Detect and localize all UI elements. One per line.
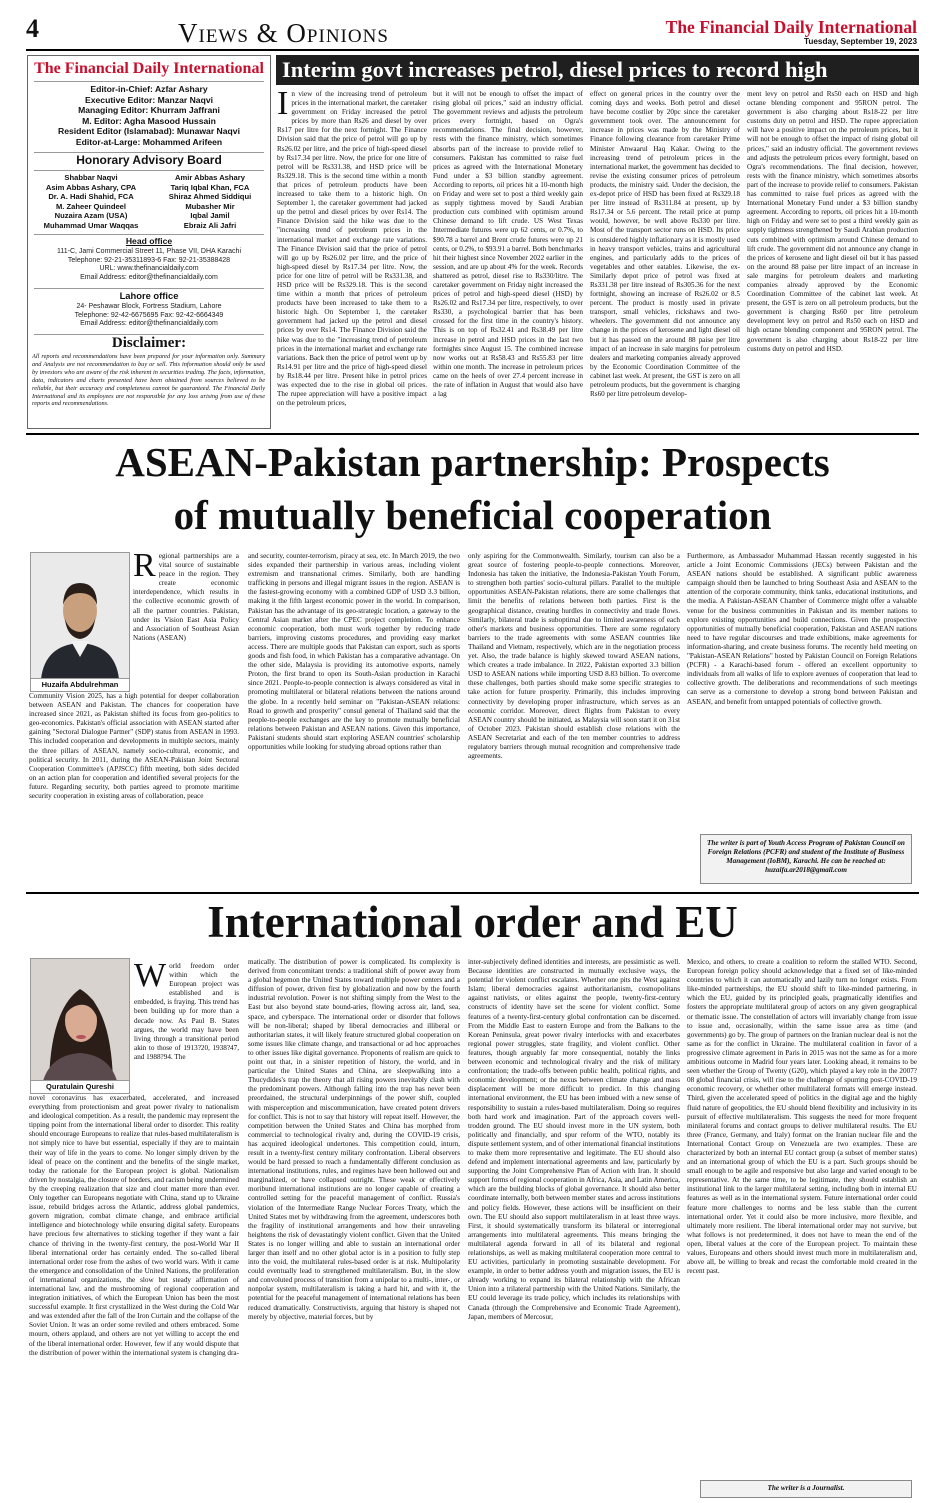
author-photo-quratulain bbox=[30, 958, 130, 1094]
author-caption-huzaifa: Huzaifa Abdulrehman bbox=[31, 678, 129, 691]
article2-col4 bbox=[687, 552, 917, 830]
staff-m-editor: M. Editor: Agha Masood Hussain bbox=[82, 115, 216, 126]
article1-headline: Interim govt increases petrol, diesel prices to record high bbox=[282, 57, 828, 82]
advisor: Asim Abbas Ashary, CPA bbox=[45, 182, 137, 192]
author-photo-huzaifa bbox=[30, 552, 130, 692]
article2-col1-top bbox=[133, 552, 239, 690]
header-date: Tuesday, September 19, 2023 bbox=[803, 37, 917, 46]
masthead-title: The Financial Daily International bbox=[34, 60, 264, 77]
article2-col4-text: Furthermore, as Ambassador Muhammad Hassan recently suggested in his article a Joint Economic Commissions (JECs) between Pakistan and the ASEAN nations should be established. A significant public awareness campaign should then be launched to bring Southeast Asia and ASEAN to the attention of the corporate community, think tanks, educational institutions, and the media. A Pakistan-ASEAN Chamber of Commerce might offer a valuable venue for the business communities in Pakistan and its member nations to explore existing opportunities and build connections. Given the prospective opportunities of mutually beneficial cooperation, Pakistan and ASEAN nations need to have regular discourses and trade exhibitions, make agreements for information-sharing, and create business forums. The recently held meeting on "Pakistan-ASEAN Relations" hosted by Pakistan Council on Foreign Relations (PCFR) - a Karachi-based forum - offered an excellent opportunity to individuals from all walks of life to explore avenues of cooperation that lead to collective growth. The deliberations and recommendations of such meetings can serve as a cornerstone to develop a strong bond between Pakistan and ASEAN, and benefit from untapped potentials of collective growth. bbox=[687, 552, 917, 706]
lahore-rule bbox=[34, 288, 264, 289]
article1-dropcap: I bbox=[277, 90, 289, 122]
article2-headline-line2: of mutually beneficial cooperation bbox=[173, 492, 772, 538]
article3-col3-text: inter-subjectively defined identities and interests, are pessimistic as well. Because identities are constructed in mutually exclusive ways, the potential for violent conflict escalates. Whether one pits the West against Islam; liberal democracies against authoritarianism, cosmopolitans against nativists, or elites against the people, twenty-first-century constructs of identity have set the scene for violent conflict. Some features of a twenty-first-century global confrontation can be discerned. From the Middle East to eastern Europe and from the Balkans to the Korean Peninsula, great power rivalry interlocks with and exacerbates regional power struggles, state fragility, and violent conflict. Other features, though arguably far more consequential, notably the links between economic and technological rivalry and the risk of military confrontation; the trade-offs between public health, political rights, and economic development; or the nexus between climate change and mass displacement will be more difficult to predict. In this changing international environment, the EU has been imbued with a new sense of responsibility to sustain a rules-based multilateralism. Doing so requires both hard work and imagination. Part of the approach covers well-trodden ground. The EU should invest more in the UN system, both politically and financially, and spur reform of the WTO, notably its dispute settlement system, and of other international financial institutions to make them more representative and legitimate. The EU should also defend and implement international agreements and law, particularly by supporting the Joint Comprehensive Plan of Action with Iran. It should support forms of regional cooperation in Africa, Asia, and Latin America, which are the building blocks of global governance. It should also better coordinate internally, both between member states and across institutions and policy fields. However, these actions will be insufficient on their own. The EU should also support multilateralism in at least three ways. First, it should systematically transform its bilateral or interregional arrangements into multilateral agreements. This means bringing the multilateral agenda forward in all of its bilateral and regional relationships, as well as making multilateral cooperation more central to EU activities, particularly in promoting sustainable development. For example, in order to better address youth and migration issues, the EU is already working to expand its bilateral relationship with the African Union into a trilateral partnership with the United Nations. Similarly, the EU could leverage its trade policy, which includes its relationships with Canada (through the Comprehensive and Economic Trade Agreement), Japan, members of Mercosur, bbox=[468, 958, 680, 1321]
article1-bottom-rule bbox=[26, 433, 919, 435]
article1-col2-text: but it will not be enough to offset the impact of rising global oil prices," said an industry official. The government reviews and adjusts the petroleum prices every fortnight, based on Ogra's recommendations. The final decision, however, rests with the finance ministry, which sometimes absorbs part of the increase to provide relief to consumers. Pakistan has committed to raise fuel prices as agreed with the International Monetary Fund under a $3 billion standby agreement. According to reports, oil prices hit a 10-month high on Friday and were set to post a third weekly gain as supply tightness moved by Saudi Arabian production cuts combined with optimism around Chinese demand to lift crude. US West Texas Intermediate futures were up 62 cents, or 0.7%, to $90.78 a barrel and Brent crude futures were up 21 cents, or 0.2%, to $93.91 a barrel. Both benchmarks hit their highest since November 2022 earlier in the session, and are up about 4% for the week. Records shattered as petrol, diesel rise to Rs330/litre. The caretaker government on Friday night increased the prices of petrol and high-speed diesel (HSD) by Rs26.02 and Rs17.34 per litre, respectively, to over Rs330, a psychological barrier that has been crossed for the first time in the country's history. This is on top of Rs32.41 and Rs38.49 per litre increase in petrol and HSD prices in the last two fortnights since August 15. The combined increase now works out at Rs58.43 and Rs55.83 per litre within one month. The increase in petroleum prices came on the heels of over 27.4 percent increase in the rate of inflation in August that would also have a lag bbox=[433, 90, 583, 399]
article2-col3-text: only aspiring for the Commonwealth. Similarly, tourism can also be a great source of fostering people-to-people connections. Moreover, Indonesia has taken the initiative, the Indonesia-Pakistan Youth Forum, to strengthen both parties' socio-cultural pillars. Parallel to the multiple opportunities ASEAN-Pakistan relations, there are some challenges that limit the benefits of relations between both parties. First is the geographical distance, creating hurdles in connectivity and trade flows. Similarly, bilateral trade is suboptimal due to limited awareness of each other's markets and business opportunities. There are some regulatory barriers to the trade agreements with some ASEAN countries like Thailand and Vietnam, respectively, which are in the negotiation process yet. Also, the trade balance is highly skewed toward ASEAN nations, which creates a trade imbalance. In 2022, Pakistan exported 3.3 billion USD to ASEAN nations while importing USD 8.83 billion. To overcome these challenges, both parties should make some specific strategies to take action for future prosperity. Primarily, this includes improving connectivity by developing proper infrastructure, which serves as an economic corridor. Moreover, direct flights from Pakistan to every ASEAN country should be initiated, as Malaysia will soon start it on 31st of October 2023. Pakistan should establish close relations with the ASEAN Secretariat and each of the ten member countries to address regulatory barriers through mutual recognition and comprehensive trade agreements. bbox=[468, 552, 680, 761]
email-line: Email Address: editor@thefinancialdaily.com bbox=[80, 273, 218, 281]
head-office-label: Head office bbox=[125, 236, 173, 246]
article3-col2-text: matically. The distribution of power is complicated. Its complexity is derived from concomitant trends: a traditional shift of power away from a global hegemon the United States toward multiple power centers and a diffusion of power, driven first by globalization and now by the fourth industrial revolution. Power is not shifting simply from the West to the East but also beyond state bound-aries, flowing across air, land, sea, space, and cyberspace. The international order or disorder that follows will be non-liberal; shaped by liberal democracies and illiberal or authoritarian states, it will likely feature structured global cooperation on some issues like climate change, and transactional or ad hoc approaches to other issues like digital governance. Proponents of realism are quick to point out that, in a sinister repetition of history, the world, and in particular the United States and China, are sleepwalking into a Thucydides's trap the theory that all rising powers inevitably clash with the predominant powers. Although falling into the trap has never been preordained, the structural underpinnings of the power shift, coupled with misperception and miscommunication, have created potent drivers for conflict. This is not to say that history will repeat itself. However, the competition between the United States and China has morphed from commercial to technological rivalry and, during the COVID-19 crisis, has acquired ideological undertones. This competition could, inturn, result in a twenty-first century military confrontation. Liberal observers would be hard pressed to reach a fundamentally different conclusion as international institutions, rules, and regimes have been hollowed out and marginalized, or have collapsed outright. These weak or effectively moribund international institutions are no longer capable of creating a controlled setting for the peaceful management of conflict. Russia's violation of the Intermediate Range Nuclear Forces Treaty, which the United States met by withdrawing from the agreement, underscores both the fragility of institutional arrangements and how their unraveling heightens the risk of devastatingly violent conflict. Given that the United States is no longer willing and able to sustain an international order larger than itself and no other global actor is in a position to fully step into the void, the multilateral rules-based order is at risk. Multipolarity could eventually lead to strengthened multilateralism. But, in the slow and convoluted process of transition from a unipolar to a multi-, inter-, or nonpolar system, multilateralism is taking a hard hit, and with it, the potential for the peaceful management of international relations has been reduced dramatically. Constructivists, arguing that history is shaped not merely by objective, material forces, but by bbox=[248, 958, 460, 1321]
article3-col4 bbox=[687, 958, 917, 1476]
head-office-address bbox=[32, 248, 266, 282]
staff-managing-editor: Managing Editor: Khurram Jaffrani bbox=[78, 105, 220, 116]
article3-col3 bbox=[468, 958, 680, 1494]
staff-editor-at-large: Editor-at-Large: Mohammed Arifeen bbox=[75, 136, 223, 147]
article3-dropcap: W bbox=[134, 962, 167, 994]
article2-headline-line1: ASEAN-Pakistan partnership: Prospects bbox=[115, 439, 830, 485]
advisor: Tariq Iqbal Khan, FCA bbox=[170, 182, 250, 192]
article2-col2 bbox=[248, 552, 460, 888]
advisor: Mubasher Mir bbox=[185, 201, 235, 211]
email-line: Email Address: editor@thefinancialdaily.com bbox=[80, 320, 218, 328]
advisory-heading: Honorary Advisory Board bbox=[76, 153, 222, 167]
masthead-staff bbox=[32, 84, 266, 148]
article3-col1-text: novel coronavirus has exacerbated, accelerated, and increased everything from protectionism and great power rivalry to nationalism and ideological competition. As a result, the pandemic may represent the tipping point from the international liberal order to disorder. This reality should encourage Europeans to realize that rules-based multilateralism is not simply nice to have but essential, especially if they are to maintain their way of life in the years to come. No longer simply driven by the ideal of peace on the continent and the benefits of the single market, today the rationale for the European project is global. Nationalism driven by nostalgia, the closure of borders, and racism being undermined by the creeping realization that size and clout matter more than ever. Only together can Europeans negotiate with China, stand up to Ukraine issue, rebuild bridges across the Atlantic, address global pandemics, govern migration, combat climate change, and embrace artificial intelligence and biotechnology while ensuring digital safety. Europeans have precious few alternatives to sticking together if they want a fair chance of thriving in the twenty-first century, the post-World War II liberal international order has certainly ended. The so-called liberal international order rose from the ashes of two world wars. With it came the emergence and consolidation of the United Nations, the proliferation of international organizations, the slow but steady affirmation of international law, and the mushrooming of regional cooperation and integration initiatives, of which the European Union has been the most successful example. It first crystallized in the West during the Cold War and was extended after the fall of the Iron Curtain and the collapse of the Soviet Union. It was an order some reviled and others embraced. Some mourn, others applaud, and others are not yet willing to accept the end of the liberal international order. However, few if any would dispute that the distribution of power within the international system is changing dra- bbox=[29, 1094, 239, 1357]
header-paper-name: The Financial Daily International bbox=[665, 17, 917, 37]
advisory-rule-bottom bbox=[34, 170, 264, 171]
article2-author-note: The writer is part of Youth Access Program of Pakistan Council on Foreign Relations (PCFR) and student of the Institute of Business Management (IoBM), Karachi. He can be reached at: huzaifa.ar2018@gmail.com bbox=[700, 834, 912, 884]
article1-col4 bbox=[747, 90, 918, 427]
portrait-image bbox=[31, 553, 129, 679]
address-line: 111-C, Jami Commercial Street 11, Phase VII, DHA Karachi bbox=[56, 248, 241, 255]
article3-col1-top bbox=[134, 962, 239, 1092]
advisor: Dr. A. Hadi Shahid, FCA bbox=[48, 192, 134, 202]
advisor: Shabbar Naqvi bbox=[64, 173, 118, 182]
disclaimer-text: All reports and recommendations have been prepared for your information only. Summary and Analysis are not recommendation to buy or sell. This information should only be used by investors who are aware of the risk inherent in securities trading. The facts, information, data, indicators and charts presented have been obtained from sources believed to be reliable, but their accuracy and completeness cannot be guaranteed. The Financial Daily International and its employees are not responsible for any loss arising from use of these reports and recommendations. bbox=[32, 353, 265, 408]
advisory-left bbox=[30, 173, 152, 231]
article3-col4-text: Mexico, and others, to create a coalition to reform the stalled WTO. Second, European foreign policy should acknowledge that a fixed set of like-minded countries to which it can automatically and lazily turn no longer exists. From like-minded partnerships, the EU should shift to like-minded partnering, in which the EU, guided by its principled goals, pragmatically identifies and fosters the appropriate multilateral group of actors on any given geographical or thematic issue. The constellation of actors will invariably change from issue to issue and, occasionally, within the same issue area as time (and governments) go by. The group of partners on the Iranian nuclear deal is not the same as for the conflict in Ukraine. The multilateral coalition in favor of a progressive climate agreement in Paris in 2015 was not the same as for a more ambitious outcome in Madrid four years later. Looking ahead, it remains to be seen whether the Group of Twenty (G20), which played a key role in the 2007?08 global financial crisis, will rise to the challenge of spurring post-COVID-19 economic recovery, or whether other multilateral formats will emerge instead. Third, given the accelerated speed of politics in the digital age and the highly fluid nature of geopolitics, the EU should blend flexibility and inclusivity in its pursuit of effective multilateralism. This suggests the need for more frequent minilateral forums and contact groups to deliver multilateral results. The EU three (France, Germany, and Italy) format on the Iranian nuclear file and the International Contact Group on Venezuela are two examples. These are characterized by both an internal EU contact group (a subset of member states) and an international group of which the EU is a part. Such groups should be small enough to be agile and responsive but also large and varied enough to be representative. At the same time, to be legitimate, they should establish an institutional link to the larger multilateral setting, including both in internal EU features as well as in the international system. Future international order could feature more challenges to norms and be less stable than the current international order. Yet it could also be more inclusive, more flexible, and ultimately more resilient. The liberal international order may not survive, but what follows is not predetermined, it does not have to mean the end of the open, liberal values at the core of the European project. To maintain these values, Europeans and others should invest much more in multilateralism and, above all, be willing to break and recast the comfortable mold created in the recent past. bbox=[687, 958, 917, 1276]
article1-col3 bbox=[590, 90, 740, 427]
lahore-office-address bbox=[32, 303, 266, 329]
phone-line: Telephone: 92-21-35311893-6 Fax: 92-21-35388428 bbox=[67, 256, 231, 264]
article3-author-note: The writer is a Journalist. bbox=[700, 1480, 912, 1498]
url-line: URL: www.thefinancialdaily.com bbox=[99, 265, 199, 273]
article1-col2 bbox=[433, 90, 583, 427]
staff-executive-editor: Executive Editor: Manzar Naqvi bbox=[85, 94, 213, 105]
address-line: 24- Peshawar Block, Fortress Stadium, Lahore bbox=[76, 303, 222, 310]
article3-headline: International order and EU bbox=[207, 897, 738, 947]
advisor: M. Zaheer Quindeel bbox=[55, 201, 127, 211]
masthead-rule bbox=[34, 81, 264, 82]
portrait-image bbox=[31, 959, 129, 1081]
page-number: 4 bbox=[26, 14, 39, 43]
article2-col1-text: Community Vision 2025, has a high potential for deeper collaboration between ASEAN and Pakistan. The chances for cooperation have increased since 2021, as Pakistan shifted its focus from geo-politics to geo-economics. Pakistan's official association with ASEAN started after gaining "Sectoral Dialogue Partner" (SDP) status from ASEAN in 1993. This included cooperation and developments in multiple sectors, mainly the three pillars of ASEAN, namely socio-cultural, economic, and political security. In 2011, during the ASEAN-Pakistan Joint Sectoral Cooperation Committee's (APJSCC) fifth meeting, both sides decided on an action plan for cooperation and identified several projects for the future. Regarding security, both parties agreed to promote maritime security cooperation in existing areas of collaboration, peace bbox=[29, 692, 239, 801]
article3-col2 bbox=[248, 958, 460, 1494]
article1-col1 bbox=[277, 90, 427, 427]
lahore-office-label: Lahore office bbox=[119, 290, 179, 301]
phone-line: Telephone: 92-42-6675695 Fax: 92-42-6664349 bbox=[74, 311, 224, 319]
staff-editor-in-chief: Editor-in-Chief: Azfar Ashary bbox=[90, 84, 208, 94]
article2-col1-rest bbox=[29, 692, 239, 888]
header-rule bbox=[26, 49, 919, 51]
disclaimer-heading: Disclaimer: bbox=[111, 335, 187, 351]
article1-col1-text: n view of the increasing trend of petroleum prices in the international market, the caretaker government on Friday increased the petrol prices by more than Rs26 and diesel by over Rs17 per litre for the next fortnight. The Finance Division said that the price of petrol will go up by Rs26.02 per litre, and the price of high-speed diesel by Rs17.34 per litre. Now, the price for one litre of petrol will be Rs331.38, and HSD price will be Rs329.18. This is the second time within a month that prices of petroleum products have been increased to take them to a historic high. On September 1, the caretaker government had jacked up the petrol and diesel prices by over Rs14. The Finance Division said the hike was due to the "increasing trend of petroleum prices in the international market and exchange rate variations. The Finance Division said that the price of petrol will go up by Rs26.02 per litre, and the price of high-speed diesel by Rs17.34 per litre. Now, the price for one litre of petrol will be Rs331.38, and HSD price will be Rs329.18. This is the second time within a month that prices of petroleum products have been increased to take them to a historic high. On September 1, the caretaker government had jacked up the petrol and diesel prices by over Rs14. The Finance Division said the hike was due to the "increasing trend of petroleum prices in the international market and exchange rate variations. Back then the price of petrol went up by Rs14.91 per litre and the price of high-speed diesel by Rs18.44 per litre. Present hike in petrol prices was expected due to the rise in global oil prices. The rupee appreciation will have a positive impact on the petroleum prices, bbox=[277, 90, 427, 408]
advisor: Amir Abbas Ashary bbox=[175, 173, 245, 182]
article2-col3 bbox=[468, 552, 680, 888]
article1-col3-text: effect on general prices in the country over the coming days and weeks. Both petrol and diesel have become costlier by 20pc since the caretaker government took over. The announcement for increase in prices was made by the Ministry of Finance following clearance from caretaker Prime Minister Anwaarul Haq Kakar. Owing to the increasing trend of petroleum prices in the international market, the government has decided to revise the existing consumer prices of petroleum products, the ministry said. Under the decision, the ex-depot price of HSD has been fixed at Rs329.18 per litre instead of Rs311.84 at present, up by Rs17.34 or 5.6 percent. The retail price at pump would, however, be well above Rs330 per litre. Most of the transport sector runs on HSD. Its price is considered highly inflationary as it is mostly used in heavy transport vehicles, trains and agricultural engines, and particularly adds to the prices of vegetables and other eatables. Likewise, the ex-Similarly depot price of petrol was fixed at Rs331.38 per litre instead of Rs305.36 for the next fortnight, showing an increase of Rs26.02 or 8.5 percent. The product is mostly used in private transport, small vehicles, rickshaws and two-wheelers. The government did not announce any change in the prices of kerosene and light diesel oil but it has passed on the around 88 paise per litre impact of an increase in sale margins for petroleum dealers and marketing companies already approved by the Economic Coordination Committee of the cabinet last week. At present, the GST is zero on all petroleum products, but the government is charging Rs60 per litre petroleum develop- bbox=[590, 90, 740, 399]
article3-col1-top-text: orld freedom order within which the European project was established and is embedded, is fraying. This trend has been building up for more than a decade now. As Paul B. States argues, the world may have been living through a transitional period akin to those of 1913?20, 1938?47, and 1988?94. The bbox=[134, 962, 239, 1061]
article2-col2-text: and security, counter-terrorism, piracy at sea, etc. In March 2019, the two sides expanded their partnership in various areas, including violent extremism and transnational crimes. Similarly, both are handling trafficking in persons and illegal migrant issues in the region. ASEAN is the fastest-growing economy with a combined GDP of USD 3.3 billion, making it the fifth largest economic power in the world. In comparison, Pakistan has the advantage of its geo-strategic location, a gateway to the Central Asian market after the CPEC project completion. To enhance economic cooperation, both must work together by reducing trade barriers, improving customs procedures, and providing easy market access. There are multiple goods that Pakistan can export, such as sports goods and fish food, in which Pakistan has a comparative advantage. On the other side, Malaysia is providing its automotive exports, namely Proton, the first brand to open its South-Asian production in Karachi since 2021. People-to-people connection is always considered as vital in promoting multilateral or bilateral relations between the nations around the globe. In a recently held seminar on "Pakistan-ASEAN relations: Road to growth and prosperity" consul general of Thailand said that the people-to-people exchanges are the key to promote mutually beneficial relations between Pakistan and ASEAN nations. Given this importance, Pakistani students should start exploring ASEAN countries' scholarship opportunities while looking for studying abroad options rather than bbox=[248, 552, 460, 751]
article3-col1-rest bbox=[29, 1094, 239, 1494]
head-office-rule bbox=[34, 234, 264, 235]
advisor: Muhammad Umar Waqqas bbox=[43, 220, 139, 230]
article1-col4-text: ment levy on petrol and Rs50 each on HSD and high octane blending component and 95RON petrol. The government is also charging about Rs18-22 per litre customs duty on petrol and HSD. The rupee appreciation will have a positive impact on the petroleum prices, but it will not be enough to offset the impact of rising global oil prices," said an industry official. The government reviews and adjusts the petroleum prices every fortnight, based on Ogra's recommendations. The final decision, however, rests with the finance ministry, which sometimes absorbs part of the increase to provide relief to consumers. Pakistan has committed to raise fuel prices as agreed with the International Monetary Fund under a $3 billion standby agreement. According to reports, oil prices hit a 10-month high on Friday and were set to post a third weekly gain as supply tightness strengthened by Saudi Arabian production cuts combined with optimism around Chinese demand to lift crude. The government did not announce any change in the prices of kerosene and light diesel oil but it has passed on the around 88 paise per litre impact of an increase in sale margins for petroleum dealers and marketing companies already approved by the Economic Coordination Committee of the cabinet last week. At present, the GST is zero on all petroleum products, but the government is charging Rs60 per litre petroleum development levy on petrol and Rs50 each on HSD and high octane blending component and 95RON petrol. The government is also charging about Rs18-22 per litre customs duty on petrol and HSD. bbox=[747, 90, 918, 353]
author-caption-quratulain: Quratulain Qureshi bbox=[31, 1080, 129, 1093]
advisory-right bbox=[150, 173, 270, 231]
article2-dropcap: R bbox=[133, 552, 156, 584]
advisor: Iqbal Jamil bbox=[190, 211, 230, 221]
section-title: Views & Opinions bbox=[178, 18, 389, 48]
advisor: Nuzaira Azam (USA) bbox=[54, 211, 128, 221]
article2-col1-top-text: egional partnerships are a vital source of sustainable peace in the region. They create economic interdependence, which results in the collective economic growth of all the partner countries. Pakistan, under its Vision East Asia Policy and Association of Southeast Asian Nations (ASEAN) bbox=[133, 552, 239, 642]
advisor: Ebraiz Ali Jafri bbox=[183, 220, 237, 230]
advisor: Shiraz Ahmed Siddiqui bbox=[168, 192, 252, 202]
staff-resident-editor: Resident Editor (Islamabad): Munawar Naqvi bbox=[58, 126, 240, 137]
